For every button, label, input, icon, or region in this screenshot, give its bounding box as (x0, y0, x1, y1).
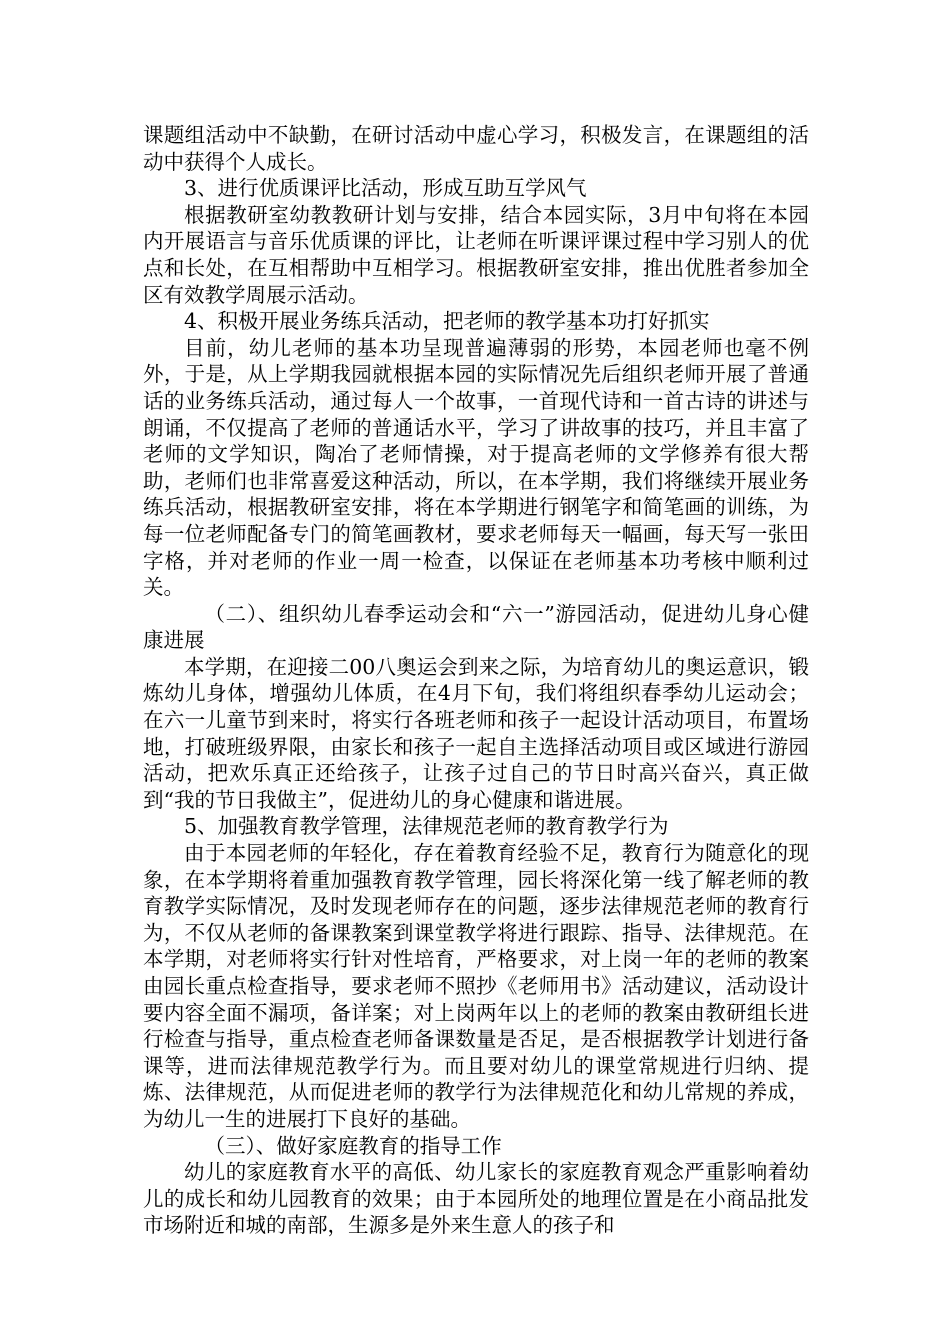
paragraph-2: 根据教研室幼教教研计划与安排，结合本园实际，3月中旬将在本园内开展语言与音乐优质课的评比，让老师在听课评课过程中学习别人的优点和长处，在互相帮助中互相学习。根据教研室安排，推出优胜者参加全区有效教学周展示活动。 (143, 202, 809, 307)
heading-item-5: 5、加强教育教学管理，法律规范老师的教育教学行为 (184, 814, 669, 839)
paragraph-4: 目前，幼儿老师的基本功呈现普遍薄弱的形势，本园老师也毫不例外，于是，从上学期我园就根据本园的实际情况先后组织老师开展了普通话的业务练兵活动，通过每人一个故事，一首现代诗和一首古诗的讲述与朗诵，不仅提高了老师的普通话水平，学习了讲故事的技巧，并且丰富了老师的文学知识，陶冶了老师情操，对于提高老师的文学修养有很大帮助，老师们也非常喜爱这种活动，所以，在本学期，我们将继续开展业务练兵活动，根据教研室安排，将在本学期进行钢笔字和简笔画的训练，为每一位老师配备专门的简笔画教材，要求老师每天一幅画，每天写一张田字格，并对老师的作业一周一检查，以保证在老师基本功考核中顺利过关。 (143, 335, 809, 600)
section-heading-3: （三）、做好家庭教育的指导工作 (204, 1133, 502, 1158)
paragraph-6: 本学期，在迎接二00八奥运会到来之际，为培育幼儿的奥运意识，锻炼幼儿身体，增强幼儿体质，在4月下旬，我们将组织春季幼儿运动会；在六一儿童节到来时，将实行各班老师和孩子一起设计活动项目，布置场地，打破班级界限，由家长和孩子一起自主选择活动项目或区域进行游园活动，把欢乐真正还给孩子，让孩子过自己的节日时高兴奋兴，真正做到“我的节日我做主”，促进幼儿的身心健康和谐进展。 (143, 654, 809, 812)
section-heading-2: （二）、组织幼儿春季运动会和“六一”游园活动，促进幼儿身心健康进展 (143, 601, 809, 653)
paragraph-8: 由于本园老师的年轻化，存在着教育经验不足，教育行为随意化的现象，在本学期将着重加强教育教学管理，园长将深化第一线了解老师的教育教学实际情况，及时发现老师存在的问题，逐步法律规范老师的教育行为，不仅从老师的备课教案到课堂教学将进行跟踪、指导、法律规范。在本学期，对老师将实行针对性培育，严格要求，对上岗一年的老师的教案由园长重点检查指导，要求老师不照抄《老师用书》活动建议，活动设计要内容全面不漏项，备详案；对上岗两年以上的老师的教案由教研组长进行检查与指导，重点检查老师备课数量是否足，是否根据教学计划进行备课等，进而法律规范教学行为。而且要对幼儿的课堂常规进行归纳、提炼、法律规范，从而促进老师的教学行为法律规范化和幼儿常规的养成，为幼儿一生的进展打下良好的基础。 (143, 841, 809, 1131)
paragraph-0: 课题组活动中不缺勤，在研讨活动中虚心学习，积极发言，在课题组的活动中获得个人成长。 (143, 123, 809, 174)
paragraph-10: 幼儿的家庭教育水平的高低、幼儿家长的家庭教育观念严重影响着幼儿的成长和幼儿园教育的效果；由于本园所处的地理位置是在小商品批发市场附近和城的南部，生源多是外来生意人的孩子和 (143, 1160, 809, 1238)
document-body (143, 122, 809, 1239)
heading-item-4: 4、积极开展业务练兵活动，把老师的教学基本功打好抓实 (184, 309, 710, 334)
heading-item-3: 3、进行优质课评比活动，形成互助互学风气 (184, 176, 587, 201)
